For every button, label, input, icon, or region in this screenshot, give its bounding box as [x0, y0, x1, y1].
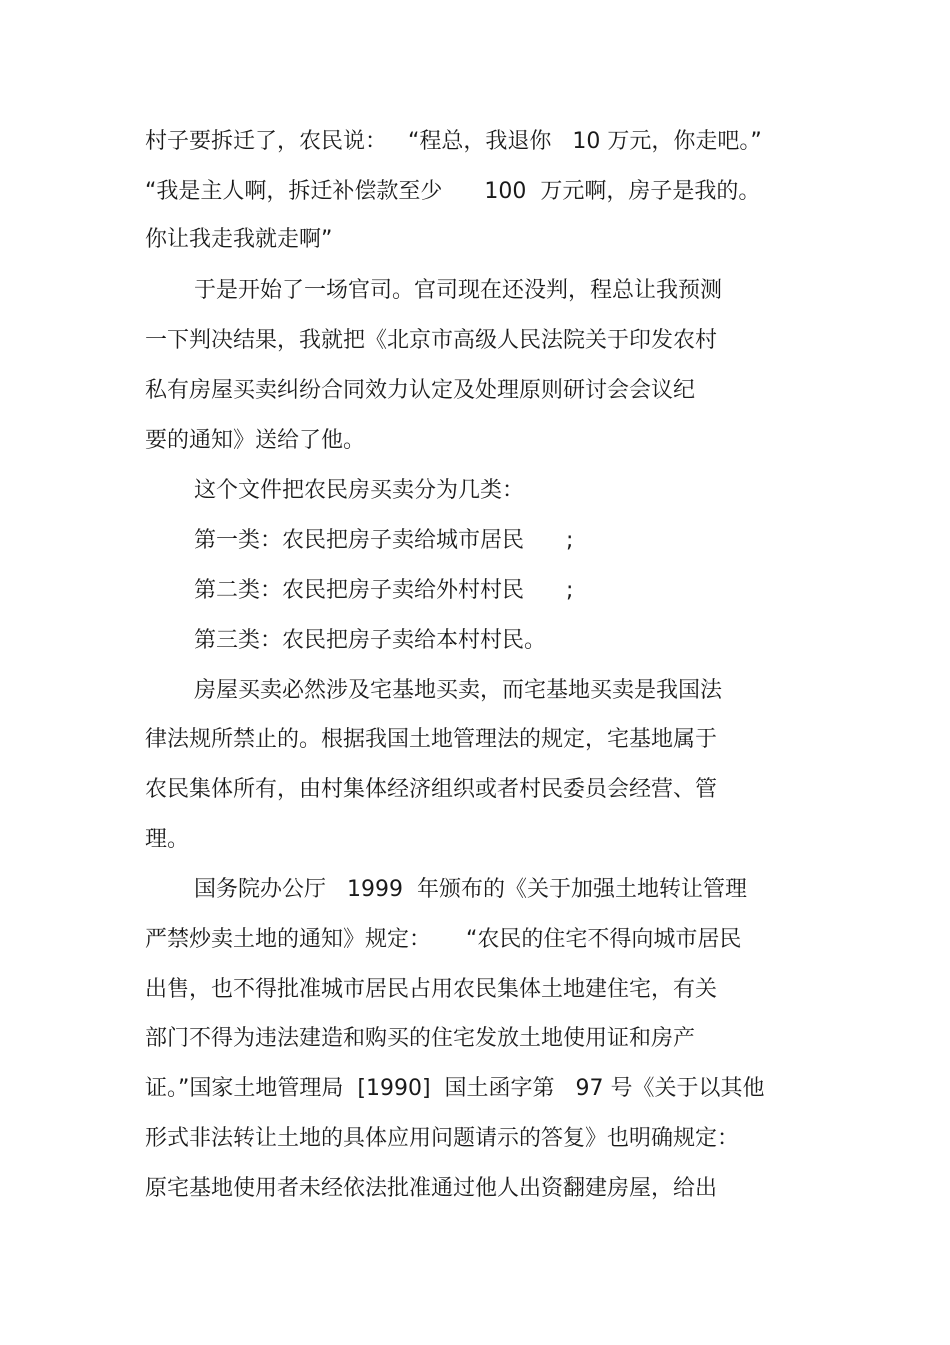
text-line: 私有房屋买卖纠纷合同效力认定及处理原则研讨会会议纪: [145, 378, 696, 403]
text-line: 一下判决结果，我就把《北京市高级人民法院关于印发农村: [145, 328, 718, 353]
text-line: 原宅基地使用者未经依法批准通过他人出资翻建房屋，给出: [145, 1176, 718, 1201]
text-line: 部门不得为违法建造和购买的住宅发放土地使用证和房产: [145, 1026, 696, 1051]
text-line: 于是开始了一场官司。官司现在还没判，程总让我预测: [194, 278, 723, 303]
text-line: 第三类：农民把房子卖给本村村民。: [194, 628, 547, 653]
text-line: 这个文件把农民房买卖分为几类：: [194, 478, 525, 503]
text-line: 要的通知》送给了他。: [145, 428, 366, 453]
text-line: “我是主人啊，拆迁补偿款至少 100 万元啊，房子是我的。: [145, 179, 761, 204]
text-line: 出售，也不得批准城市居民占用农民集体土地建住宅，有关: [145, 977, 718, 1002]
text-line: 农民集体所有，由村集体经济组织或者村民委员会经营、管: [145, 777, 718, 802]
text-line: 形式非法转让土地的具体应用问题请示的答复》也明确规定：: [145, 1126, 740, 1151]
text-line: 你让我走我就走啊”: [145, 227, 333, 252]
text-line: 理。: [145, 827, 190, 852]
text-line: 国务院办公厅 1999 年颁布的《关于加强土地转让管理: [194, 877, 747, 902]
text-line: 严禁炒卖土地的通知》规定： “农民的住宅不得向城市居民: [145, 927, 742, 952]
text-line: 证。”国家土地管理局 [1990] 国土函字第 97 号《关于以其他: [145, 1076, 765, 1101]
text-line: 第二类：农民把房子卖给外村村民 ;: [194, 578, 574, 603]
text-line: 第一类：农民把房子卖给城市居民 ;: [194, 528, 574, 553]
text-line: 律法规所禁止的。根据我国土地管理法的规定，宅基地属于: [145, 727, 718, 752]
text-line: 房屋买卖必然涉及宅基地买卖，而宅基地买卖是我国法: [194, 678, 723, 703]
text-line: 村子要拆迁了，农民说： “程总，我退你 10 万元，你走吧。”: [145, 129, 762, 154]
